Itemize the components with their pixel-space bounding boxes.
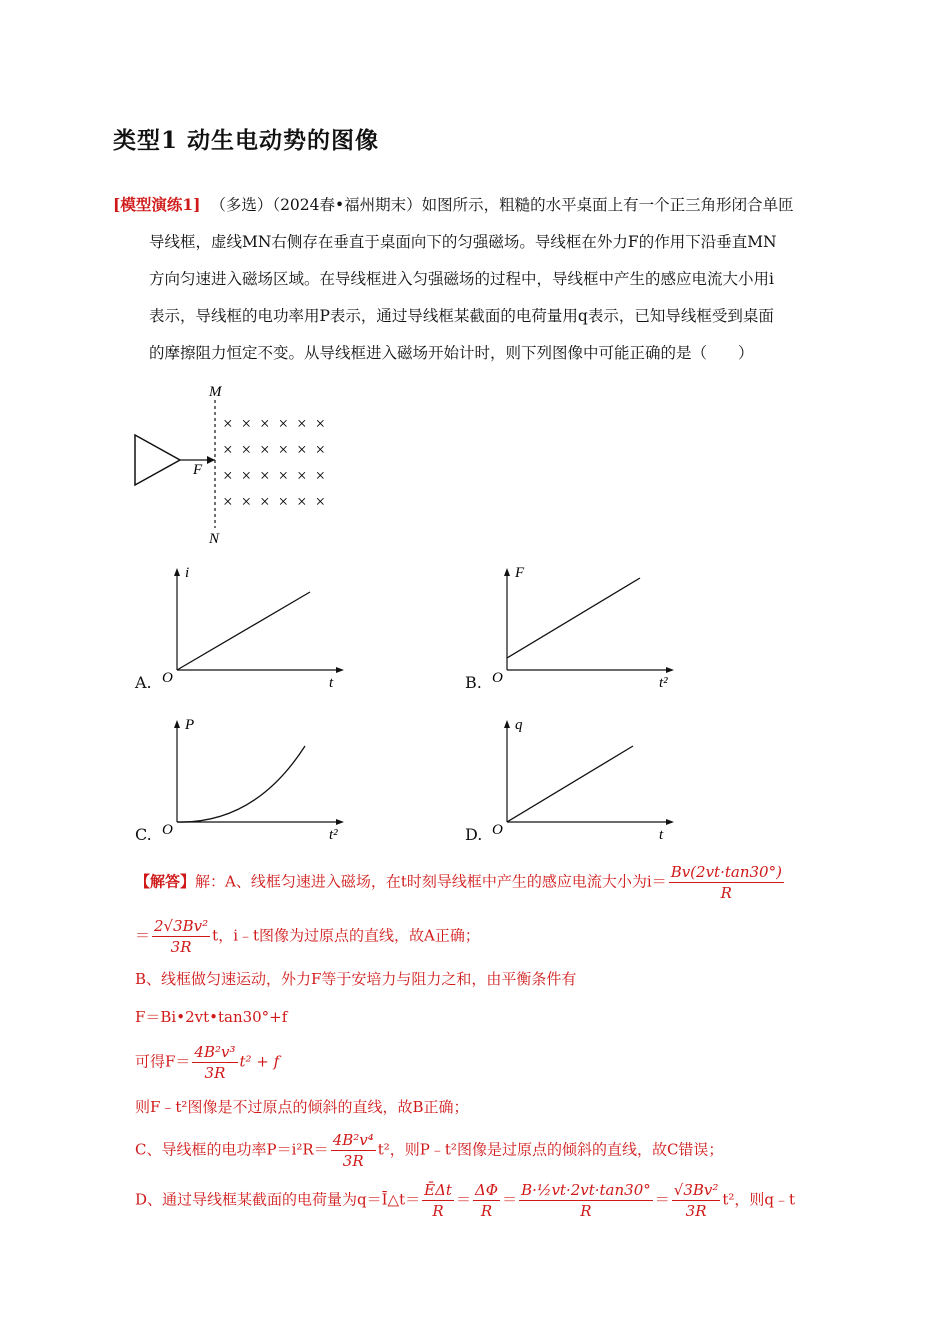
question-block [113,186,843,372]
option-a-letter: A. [135,673,152,692]
answer-line-b1: B、线框做匀速运动，外力F等于安培力与阻力之和，由平衡条件有 [135,970,577,988]
option-d-ylabel: q [515,717,523,733]
field-diagram [125,380,345,550]
field-cross: × [223,466,233,485]
field-cross: × [278,492,289,511]
field-cross: × [223,492,233,511]
option-d-graph [485,712,685,847]
answer-line-b2: F＝Bi•2vt•tan30°+f [135,1008,288,1026]
field-cross: × [297,414,307,433]
fraction: $\frac{\text{√3Bv²}}{3R}$ [673,1181,719,1220]
option-b-ylabel: F [515,565,525,581]
answer-line-a: 【解答】解：A、线框匀速进入磁场，在t时刻导线框中产生的感应电流大小为i＝ $\frac{Bv(2vt\cdot\tan 30^\circ)}{R}$ [135,863,782,902]
option-d-letter: D. [465,825,483,844]
question-line-4: 表示，导线框的电功率用P表示，通过导线框某截面的电荷量用q表示，已知导线框受到桌面 [149,307,774,325]
option-c-graph [155,712,355,847]
option-a-origin: O [162,670,173,686]
fraction: $\frac{\text{ĒΔt}}{R}$ [424,1181,452,1220]
fraction: $\frac{\text{2√3Bv²}}{3R}$ [154,917,209,956]
field-cross: × [241,466,252,485]
field-cross: × [260,414,270,433]
option-a-line [177,592,310,670]
magnetic-field-crosses [223,414,325,511]
fraction: $\frac{\text{4B²v³}}{3R}$ [194,1043,236,1082]
option-d-line [507,746,633,822]
field-cross: × [315,466,326,485]
answer-line-d: D、通过导线框某截面的电荷量为q＝Ī△t＝ $\frac{\text{ĒΔt}}{R}$ ＝ $\frac{\Delta\Phi}{R}$ ＝ $\frac{\text{B·½vt·2vt·tan30°}}{R}$ ＝ $\frac{\text{√3Bv²}}{3R}$ t²，则q﹣t [135,1181,796,1220]
question-line-2: 导线框，虚线MN右侧存在垂直于桌面向下的匀强磁场。导线框在外力F的作用下沿垂直MN [149,233,777,251]
fraction: $\frac{\Delta\Phi}{R}$ [474,1181,499,1220]
question-tag: [模型演练1] [113,195,201,214]
fraction: $\frac{Bv(2vt\cdot\tan 30^\circ)}{R}$ [670,863,782,902]
fraction: $\frac{\text{4B²v⁴}}{3R}$ [332,1131,374,1170]
option-a-xlabel: t [329,675,334,691]
option-b-line [507,578,640,658]
answer-line-c: C、导线框的电功率P＝i²R＝ $\frac{\text{4B²v⁴}}{3R}$ t²，则P﹣t²图像是过原点的倾斜的直线，故C错误； [135,1131,724,1170]
option-c-curve [177,746,305,822]
field-cross: × [223,414,233,433]
field-cross: × [315,414,326,433]
force-arrowhead [207,456,215,464]
option-c-xlabel: t² [329,827,338,843]
question-line-3: 方向匀速进入磁场区域。在导线框进入匀强磁场的过程中，导线框中产生的感应电流大小用i [149,270,774,288]
field-cross: × [297,440,307,459]
label-M: M [209,384,222,400]
label-N: N [209,531,220,547]
option-b-letter: B. [465,673,482,692]
field-cross: × [241,492,252,511]
field-cross: × [223,440,233,459]
field-cross: × [241,440,252,459]
field-cross: × [260,492,270,511]
label-F: F [193,462,203,478]
option-a-graph [155,560,355,695]
field-cross: × [297,466,307,485]
field-cross: × [260,440,270,459]
section-title: 类型1 动生电动势的图像 [113,127,380,154]
question-line-5: 的摩擦阻力恒定不变。从导线框进入磁场开始计时，则下列图像中可能正确的是（ ） [149,344,754,362]
option-c-origin: O [162,822,173,838]
answer-line-b4: 则F﹣t²图像是不过原点的倾斜的直线，故B正确； [135,1098,469,1116]
option-d-origin: O [492,822,503,838]
field-cross: × [278,466,289,485]
question-line-1: [模型演练1] （多选）（2024春•福州期末）如图所示，粗糙的水平桌面上有一个正三角形闭合单匝 [113,195,794,214]
option-b-xlabel: t² [659,675,668,691]
field-cross: × [297,492,307,511]
triangle-frame [135,435,180,485]
field-cross: × [278,440,289,459]
field-cross: × [278,414,289,433]
field-cross: × [315,440,326,459]
answer-tag: 【解答】 [135,872,196,891]
option-d-xlabel: t [659,827,664,843]
option-a-ylabel: i [185,565,190,581]
fraction: $\frac{\text{B·½vt·2vt·tan30°}}{R}$ [521,1181,651,1220]
option-b-graph [485,560,685,695]
option-c-ylabel: P [185,717,195,733]
answer-line-b3: 可得F＝ $\frac{\text{4B²v³}}{3R}$ t² + f [135,1043,280,1082]
answer-line-a2: ＝ $\frac{\text{2√3Bv²}}{3R}$ t，i﹣t图像为过原点的直线，故A正确； [135,917,480,956]
field-cross: × [241,414,252,433]
field-cross: × [260,466,270,485]
field-cross: × [315,492,326,511]
option-c-letter: C. [135,825,152,844]
option-b-origin: O [492,670,503,686]
